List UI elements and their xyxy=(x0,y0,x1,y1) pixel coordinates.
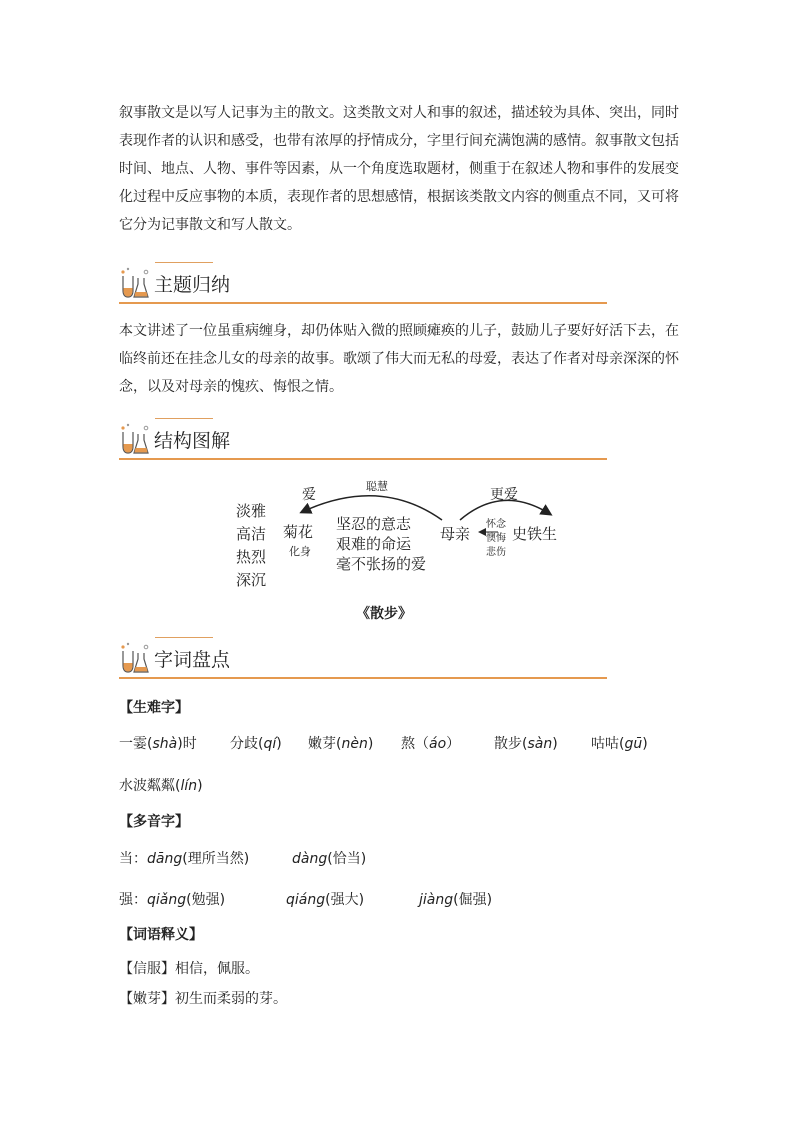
hard-char-item: 一霎(shà)时 xyxy=(119,736,197,752)
middle-line: 毫不张扬的爱 xyxy=(336,555,427,573)
section-rule xyxy=(119,677,607,679)
diagram-middle-lines xyxy=(336,514,426,574)
section-title: 主题归纳 xyxy=(154,274,231,296)
section-title: 结构图解 xyxy=(154,430,231,452)
feeling-word: 懊悔 xyxy=(486,533,506,544)
flask-icon xyxy=(119,641,151,675)
hard-char-item: 咕咕(gū) xyxy=(591,736,648,752)
feeling-word: 悲伤 xyxy=(486,547,506,558)
left-word: 高洁 xyxy=(236,525,267,543)
flask-icon xyxy=(119,422,151,456)
arc-left-label: 爱 xyxy=(302,487,316,503)
flask-icon xyxy=(119,266,151,300)
flower-label: 菊花 xyxy=(283,523,314,541)
definition-item xyxy=(119,958,259,978)
feeling-words xyxy=(486,518,506,560)
polyphone-char: 当： xyxy=(119,851,147,867)
definition-meaning: 相信，佩服。 xyxy=(175,961,259,977)
middle-line: 坚忍的意志 xyxy=(336,515,412,533)
definition-term: 【嫩芽】 xyxy=(119,991,175,1007)
feeling-word: 怀念 xyxy=(486,519,506,530)
definition-meaning: 初生而柔弱的芽。 xyxy=(175,991,287,1007)
hard-char-item: 嫩芽(nèn) xyxy=(308,736,374,752)
definition-term: 【信服】 xyxy=(119,961,175,977)
polyphone-item: qiǎng(勉强) xyxy=(147,892,226,908)
header-deco-line xyxy=(155,262,213,263)
header-deco-line xyxy=(155,418,213,419)
arc-right-label: 更爱 xyxy=(490,487,518,503)
section-title: 字词盘点 xyxy=(154,649,231,671)
hard-char-item: 熬（áo） xyxy=(401,736,461,752)
definition-item xyxy=(119,988,287,1008)
hard-char-item: 水波粼粼(lín) xyxy=(119,778,203,794)
left-word: 热烈 xyxy=(236,548,267,566)
left-word: 淡雅 xyxy=(236,502,267,520)
definitions-label: 【词语释义】 xyxy=(119,927,203,943)
section-header-vocab xyxy=(119,637,607,679)
intro-paragraph: 叙事散文是以写人记事为主的散文。这类散文对人和事的叙述，描述较为具体、突出，同时表现作者的认识和感受，也带有浓厚的抒情成分，字里行间充满饱满的感情。叙事散文包括时间、地点、人物、事件等因素，从一个角度选取题材，侧重于在叙述人物和事件的发展变化过程中反应事物的本质，表现作者的思想感情，根据该类散文内容的侧重点不同，又可将它分为记事散文和写人散文。 xyxy=(119,105,679,233)
arc-top-label: 聪慧 xyxy=(366,480,388,493)
polyphone-item: dàng(恰当) xyxy=(292,851,367,867)
flower-sub-label: 化身 xyxy=(289,545,311,558)
section-header-structure xyxy=(119,418,607,460)
hard-chars-label: 【生难字】 xyxy=(119,700,189,716)
hard-char-item: 散步(sàn) xyxy=(494,736,558,752)
middle-line: 艰难的命运 xyxy=(336,535,412,553)
structure-diagram xyxy=(230,478,570,598)
author-label: 史铁生 xyxy=(512,525,558,543)
diagram-left-words xyxy=(236,500,266,592)
diagram-caption: 《散步》 xyxy=(356,606,412,622)
hard-char-item: 分歧(qí) xyxy=(230,736,282,752)
section-header-theme xyxy=(119,262,607,304)
mother-label: 母亲 xyxy=(440,525,471,543)
section-rule xyxy=(119,302,607,304)
polyphone-char: 强： xyxy=(119,892,147,908)
polyphone-item: jiàng(倔强) xyxy=(419,892,493,908)
theme-paragraph: 本文讲述了一位虽重病缠身，却仍体贴入微的照顾瘫痪的儿子，鼓励儿子要好好活下去，在临终前还在挂念儿女的母亲的故事。歌颂了伟大而无私的母爱，表达了作者对母亲深深的怀念，以及对母亲的愧疚、悔恨之情。 xyxy=(119,323,679,395)
polyphone-item: qiáng(强大) xyxy=(286,892,365,908)
polyphone-item: dāng(理所当然) xyxy=(147,851,250,867)
header-deco-line xyxy=(155,637,213,638)
polyphones-label: 【多音字】 xyxy=(119,814,189,830)
left-word: 深沉 xyxy=(236,571,267,589)
section-rule xyxy=(119,458,607,460)
